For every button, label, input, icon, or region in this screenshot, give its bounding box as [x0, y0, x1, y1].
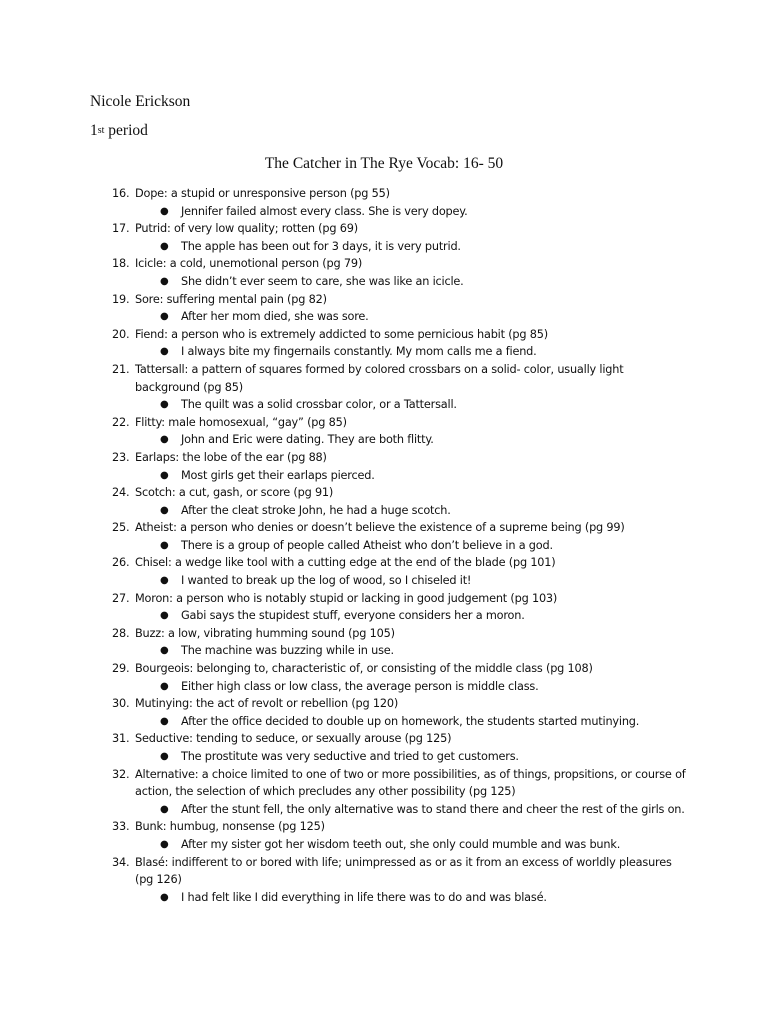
period-number: 1 — [90, 122, 98, 139]
vocab-entry — [0, 326, 768, 361]
vocab-definition — [0, 590, 768, 608]
definition-text: Blasé: indifferent to or bored with life; unimpressed as or as it from an excess of worldly pleasures (pg 126) — [135, 855, 672, 887]
bullet-icon: ● — [160, 311, 169, 323]
vocab-example — [0, 836, 768, 854]
example-text: I always bite my fingernails constantly. My mom calls me a fiend. — [181, 345, 537, 359]
vocab-definition — [0, 695, 768, 713]
vocab-example — [0, 678, 768, 696]
author-name: Nicole Erickson — [90, 93, 191, 110]
definition-text: Moron: a person who is notably stupid or lacking in good judgement (pg 103) — [135, 591, 558, 605]
vocab-example — [0, 467, 768, 485]
example-text: Either high class or low class, the average person is middle class. — [181, 679, 539, 693]
vocab-example — [0, 572, 768, 590]
vocab-entry — [0, 414, 768, 449]
definition-text: Chisel: a wedge like tool with a cutting edge at the end of the blade (pg 101) — [135, 556, 556, 570]
vocab-example — [0, 537, 768, 555]
bullet-icon: ● — [160, 469, 169, 481]
vocab-definition — [0, 818, 768, 836]
vocab-number: 34. — [112, 855, 130, 869]
bullet-icon: ● — [160, 504, 169, 516]
vocab-entry — [0, 255, 768, 290]
definition-text: Earlaps: the lobe of the ear (pg 88) — [135, 450, 327, 464]
bullet-icon: ● — [160, 645, 169, 657]
vocab-number: 22. — [112, 415, 130, 429]
vocab-definition — [0, 220, 768, 238]
bullet-icon: ● — [160, 240, 169, 252]
vocab-definition — [0, 854, 768, 889]
example-text: I wanted to break up the log of wood, so I chiseled it! — [181, 574, 472, 588]
vocab-entry — [0, 361, 768, 414]
bullet-icon: ● — [160, 205, 169, 217]
vocab-definition — [0, 484, 768, 502]
vocab-entry — [0, 554, 768, 589]
vocab-number: 25. — [112, 521, 130, 535]
definition-text: Bunk: humbug, nonsense (pg 125) — [135, 820, 325, 834]
vocab-number: 16. — [112, 187, 130, 200]
vocab-number: 28. — [112, 626, 130, 640]
definition-text: Seductive: tending to seduce, or sexually arouse (pg 125) — [135, 732, 452, 746]
vocab-example — [0, 343, 768, 361]
example-text: After the cleat stroke John, he had a huge scotch. — [181, 503, 451, 517]
example-text: Gabi says the stupidest stuff, everyone considers her a moron. — [181, 609, 525, 623]
vocab-example — [0, 713, 768, 731]
vocab-definition — [0, 554, 768, 572]
vocab-entry — [0, 185, 768, 220]
vocab-example — [0, 502, 768, 520]
vocab-entry — [0, 220, 768, 255]
vocab-number: 33. — [112, 820, 130, 834]
vocab-entry — [0, 854, 768, 907]
vocab-number: 21. — [112, 362, 130, 376]
definition-text: Bourgeois: belonging to, characteristic of, or consisting of the middle class (pg 108) — [135, 662, 593, 676]
bullet-icon: ● — [160, 575, 169, 587]
vocab-definition — [0, 766, 768, 801]
vocab-example — [0, 203, 768, 221]
vocab-entry — [0, 695, 768, 730]
vocab-definition — [0, 291, 768, 309]
bullet-icon: ● — [160, 539, 169, 551]
definition-text: Scotch: a cut, gash, or score (pg 91) — [135, 486, 334, 500]
vocab-definition — [0, 255, 768, 273]
vocab-definition — [0, 326, 768, 344]
bullet-icon: ● — [160, 680, 169, 692]
vocab-definition — [0, 361, 768, 396]
vocab-number: 17. — [112, 222, 130, 236]
definition-text: Mutinying: the act of revolt or rebellion (pg 120) — [135, 697, 399, 711]
example-text: The machine was buzzing while in use. — [181, 644, 394, 658]
example-text: Most girls get their earlaps pierced. — [181, 468, 375, 482]
bullet-icon: ● — [160, 275, 169, 287]
bullet-icon: ● — [160, 346, 169, 358]
bullet-icon: ● — [160, 838, 169, 850]
example-text: The quilt was a solid crossbar color, or a Tattersall. — [181, 398, 457, 412]
bullet-icon: ● — [160, 803, 169, 815]
vocab-entry — [0, 766, 768, 819]
example-text: After her mom died, she was sore. — [181, 310, 369, 324]
vocab-definition — [0, 730, 768, 748]
vocab-number: 24. — [112, 486, 130, 500]
bullet-icon: ● — [160, 399, 169, 411]
definition-text: Atheist: a person who denies or doesn’t believe the existence of a supreme being (pg 99) — [135, 521, 625, 535]
vocab-example — [0, 889, 768, 907]
example-text: After my sister got her wisdom teeth out, she only could mumble and was bunk. — [181, 837, 621, 851]
vocab-example — [0, 801, 768, 819]
example-text: She didn’t ever seem to care, she was like an icicle. — [181, 274, 464, 288]
vocab-entry — [0, 730, 768, 765]
vocab-number: 27. — [112, 591, 130, 605]
definition-text: Fiend: a person who is extremely addicted to some pernicious habit (pg 85) — [135, 327, 548, 341]
example-text: Jennifer failed almost every class. She is very dopey. — [181, 204, 468, 218]
definition-text: Buzz: a low, vibrating humming sound (pg 105) — [135, 626, 395, 640]
example-text: There is a group of people called Atheist who don’t believe in a god. — [181, 538, 553, 552]
vocab-definition — [0, 625, 768, 643]
vocab-definition — [0, 519, 768, 537]
definition-text: Alternative: a choice limited to one of two or more possibilities, as of things, propsitions, or course of action, the selection of which precludes any other possibility (pg 125) — [135, 767, 686, 799]
example-text: After the office decided to double up on homework, the students started mutinying. — [181, 714, 640, 728]
period-word: period — [104, 122, 148, 139]
bullet-icon: ● — [160, 610, 169, 622]
vocab-definition — [0, 185, 768, 203]
vocab-example — [0, 308, 768, 326]
vocab-entry — [0, 484, 768, 519]
vocab-definition — [0, 660, 768, 678]
vocab-example — [0, 607, 768, 625]
vocab-entry — [0, 660, 768, 695]
vocab-example — [0, 273, 768, 291]
document-title: The Catcher in The Rye Vocab: 16- 50 — [264, 155, 504, 172]
vocab-number: 29. — [112, 662, 130, 676]
example-text: John and Eric were dating. They are both flitty. — [181, 433, 434, 447]
vocab-example — [0, 238, 768, 256]
bullet-icon: ● — [160, 715, 169, 727]
bullet-icon: ● — [160, 434, 169, 446]
vocab-list — [0, 185, 768, 906]
example-text: The prostitute was very seductive and tried to get customers. — [181, 750, 519, 763]
definition-text: Dope: a stupid or unresponsive person (pg 55) — [135, 187, 390, 200]
vocab-entry — [0, 291, 768, 326]
vocab-number: 31. — [112, 732, 130, 746]
definition-text: Flitty: male homosexual, “gay” (pg 85) — [135, 415, 347, 429]
vocab-number: 26. — [112, 556, 130, 570]
period-ordinal: st — [97, 125, 105, 136]
class-period — [90, 122, 148, 140]
definition-text: Tattersall: a pattern of squares formed by colored crossbars on a solid- color, usually light background (pg 85) — [135, 362, 624, 394]
vocab-number: 30. — [112, 697, 130, 711]
example-text: I had felt like I did everything in life there was to do and was blasé. — [181, 890, 547, 904]
vocab-example — [0, 431, 768, 449]
vocab-entry — [0, 625, 768, 660]
example-text: After the stunt fell, the only alternative was to stand there and cheer the rest of the girls on. — [181, 802, 685, 816]
bullet-icon: ● — [160, 891, 169, 903]
bullet-icon: ● — [160, 751, 169, 762]
vocab-number: 32. — [112, 767, 130, 781]
vocab-entry — [0, 519, 768, 554]
vocab-entry — [0, 590, 768, 625]
vocab-example — [0, 396, 768, 414]
vocab-example — [0, 642, 768, 660]
vocab-number: 18. — [112, 257, 130, 271]
vocab-example — [0, 748, 768, 766]
vocab-number: 23. — [112, 450, 130, 464]
vocab-definition — [0, 449, 768, 467]
definition-text: Icicle: a cold, unemotional person (pg 79) — [135, 257, 363, 271]
definition-text: Putrid: of very low quality; rotten (pg 69) — [135, 222, 358, 236]
example-text: The apple has been out for 3 days, it is very putrid. — [181, 239, 461, 253]
vocab-number: 20. — [112, 327, 130, 341]
vocab-entry — [0, 818, 768, 853]
vocab-definition — [0, 414, 768, 432]
vocab-entry — [0, 449, 768, 484]
definition-text: Sore: suffering mental pain (pg 82) — [135, 292, 327, 306]
vocab-number: 19. — [112, 292, 130, 306]
